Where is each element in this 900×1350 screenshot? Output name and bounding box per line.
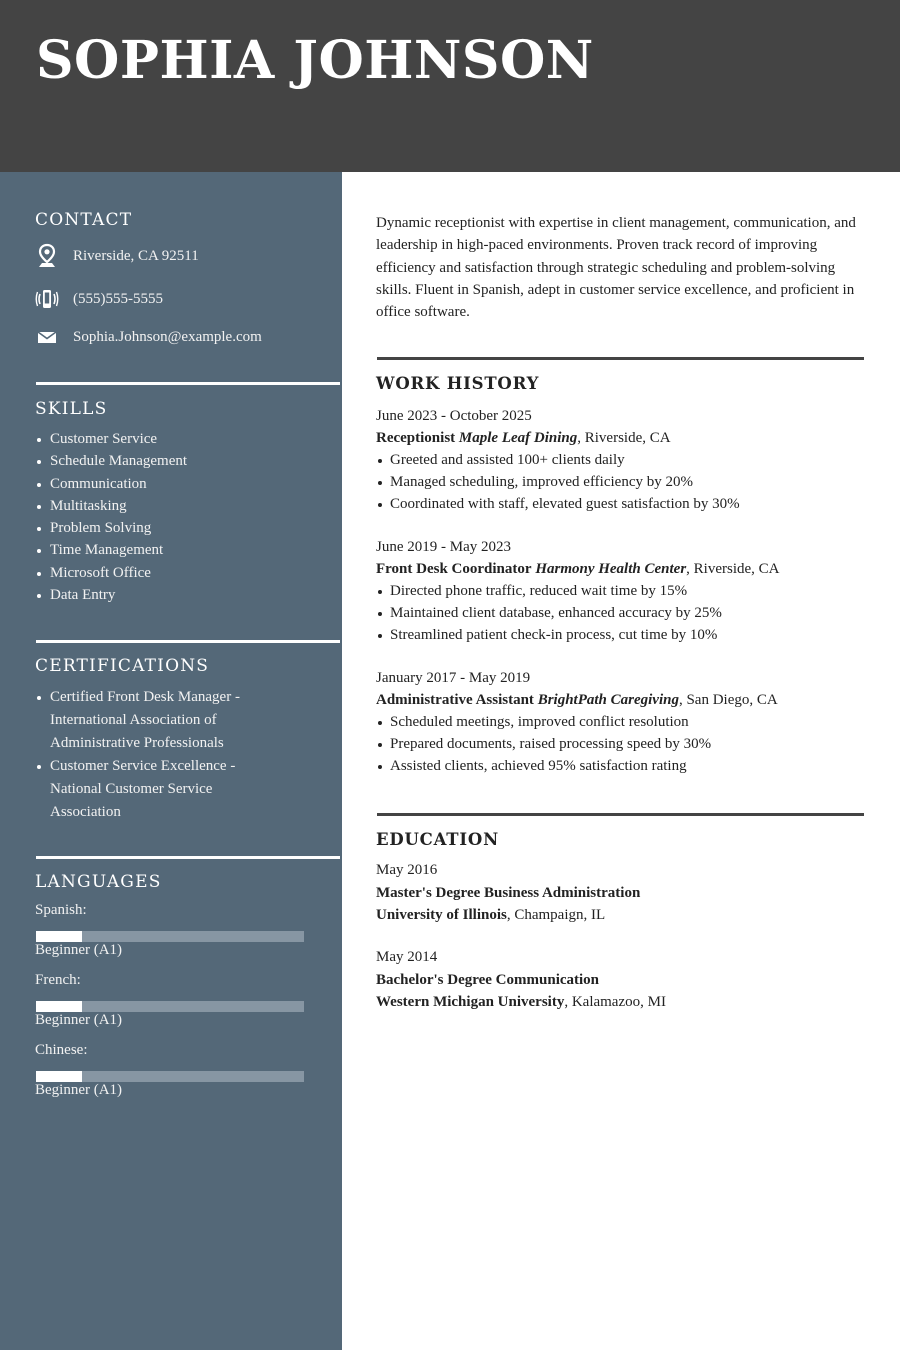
job-dates: June 2019 - May 2023 bbox=[376, 539, 511, 555]
phone-icon bbox=[35, 287, 59, 311]
work-history-heading: WORK HISTORY bbox=[376, 374, 540, 393]
skills-heading: SKILLS bbox=[35, 399, 108, 419]
job-dates: June 2023 - October 2025 bbox=[376, 408, 532, 424]
skill-item: Problem Solving bbox=[36, 517, 306, 539]
education-degree: Bachelor's Degree Communication bbox=[376, 971, 600, 988]
job-title: Front Desk Coordinator bbox=[376, 561, 532, 577]
languages-heading: LANGUAGES bbox=[35, 872, 162, 892]
certification-item: Certified Front Desk Manager - International Association of Administrative Professionals bbox=[36, 686, 268, 755]
job-company: BrightPath Caregiving bbox=[537, 692, 679, 708]
education-degree: Master's Degree Business Administration bbox=[376, 884, 641, 901]
job-entry bbox=[376, 667, 866, 777]
contact-email bbox=[35, 325, 262, 349]
job-bullet: Directed phone traffic, reduced wait time by 15% bbox=[376, 580, 866, 602]
skill-item: Time Management bbox=[36, 539, 306, 561]
education-school-line bbox=[376, 991, 866, 1014]
language-name: Chinese: bbox=[35, 1042, 88, 1058]
job-bullet: Prepared documents, raised processing speed by 30% bbox=[376, 733, 866, 755]
job-title: Receptionist bbox=[376, 430, 456, 446]
skill-item: Customer Service bbox=[36, 428, 306, 450]
sidebar-divider bbox=[36, 382, 340, 385]
job-entry bbox=[376, 536, 866, 646]
education-school: University of Illinois bbox=[376, 907, 507, 923]
job-bullet: Managed scheduling, improved efficiency by 20% bbox=[376, 471, 866, 493]
job-bullets bbox=[376, 580, 866, 646]
skill-item: Multitasking bbox=[36, 495, 306, 517]
language-level-bar bbox=[36, 1001, 304, 1012]
education-school: Western Michigan University bbox=[376, 994, 565, 1010]
language-level: Beginner (A1) bbox=[35, 1012, 123, 1028]
skills-list bbox=[36, 428, 306, 606]
language-level-bar bbox=[36, 1071, 304, 1082]
section-divider bbox=[377, 357, 864, 360]
language-level-bar bbox=[36, 931, 304, 942]
phone-link[interactable]: (555)555-5555 bbox=[73, 290, 163, 307]
job-bullet: Coordinated with staff, elevated guest satisfaction by 30% bbox=[376, 493, 866, 515]
education-heading: EDUCATION bbox=[376, 830, 499, 849]
section-divider bbox=[377, 813, 864, 816]
language-level-fill bbox=[36, 931, 82, 942]
education-date: May 2016 bbox=[376, 862, 438, 878]
skill-item: Communication bbox=[36, 473, 306, 495]
education-date: May 2014 bbox=[376, 949, 438, 965]
job-location: , Riverside, CA bbox=[577, 430, 671, 446]
language-name: Spanish: bbox=[35, 902, 87, 918]
education-school-line bbox=[376, 904, 866, 927]
job-bullet: Greeted and assisted 100+ clients daily bbox=[376, 449, 866, 471]
job-bullet: Scheduled meetings, improved conflict resolution bbox=[376, 711, 866, 733]
location-text: Riverside, CA 92511 bbox=[73, 247, 199, 264]
candidate-name: SOPHIA JOHNSON bbox=[36, 30, 594, 91]
job-title-line bbox=[376, 558, 866, 580]
envelope-icon bbox=[35, 325, 59, 349]
certification-item: Customer Service Excellence - National Customer Service Association bbox=[36, 755, 268, 824]
job-company: Harmony Health Center bbox=[535, 561, 687, 577]
header-banner bbox=[0, 0, 900, 172]
education-entry bbox=[376, 859, 866, 927]
job-title-line bbox=[376, 427, 866, 449]
job-bullet: Maintained client database, enhanced accuracy by 25% bbox=[376, 602, 866, 624]
education-location: , Champaign, IL bbox=[506, 907, 606, 923]
contact-phone bbox=[35, 287, 163, 311]
language-level-fill bbox=[36, 1071, 82, 1082]
email-link[interactable]: Sophia.Johnson@example.com bbox=[73, 328, 262, 345]
skill-item: Microsoft Office bbox=[36, 562, 306, 584]
job-bullet: Streamlined patient check-in process, cut time by 10% bbox=[376, 624, 866, 646]
contact-heading: CONTACT bbox=[35, 210, 133, 230]
job-title: Administrative Assistant bbox=[376, 692, 534, 708]
language-name: French: bbox=[35, 972, 81, 988]
job-location: , Riverside, CA bbox=[686, 561, 780, 577]
certifications-list bbox=[36, 686, 268, 824]
language-level: Beginner (A1) bbox=[35, 942, 123, 958]
job-bullet: Assisted clients, achieved 95% satisfaction rating bbox=[376, 755, 866, 777]
sidebar-divider bbox=[36, 640, 340, 643]
job-location: , San Diego, CA bbox=[678, 692, 778, 708]
language-level-fill bbox=[36, 1001, 82, 1012]
job-bullets bbox=[376, 711, 866, 777]
job-entry bbox=[376, 405, 866, 515]
certifications-heading: CERTIFICATIONS bbox=[35, 656, 210, 676]
skill-item: Schedule Management bbox=[36, 450, 306, 472]
education-location: , Kalamazoo, MI bbox=[564, 994, 666, 1010]
job-bullets bbox=[376, 449, 866, 515]
contact-location bbox=[35, 244, 199, 268]
job-company: Maple Leaf Dining bbox=[458, 430, 578, 446]
location-pin-icon bbox=[35, 244, 59, 268]
education-entry bbox=[376, 946, 866, 1014]
job-title-line bbox=[376, 689, 866, 711]
professional-summary: Dynamic receptionist with expertise in client management, communication, and leadership in high-paced environments. Proven track record of improving efficiency and satisfaction through strategic scheduling and problem-solving skills. Fluent in Spanish, adept in customer service excellence, and proficient in office software. bbox=[376, 215, 856, 321]
language-level: Beginner (A1) bbox=[35, 1082, 123, 1098]
sidebar-divider bbox=[36, 856, 340, 859]
job-dates: January 2017 - May 2019 bbox=[376, 670, 531, 686]
skill-item: Data Entry bbox=[36, 584, 306, 606]
